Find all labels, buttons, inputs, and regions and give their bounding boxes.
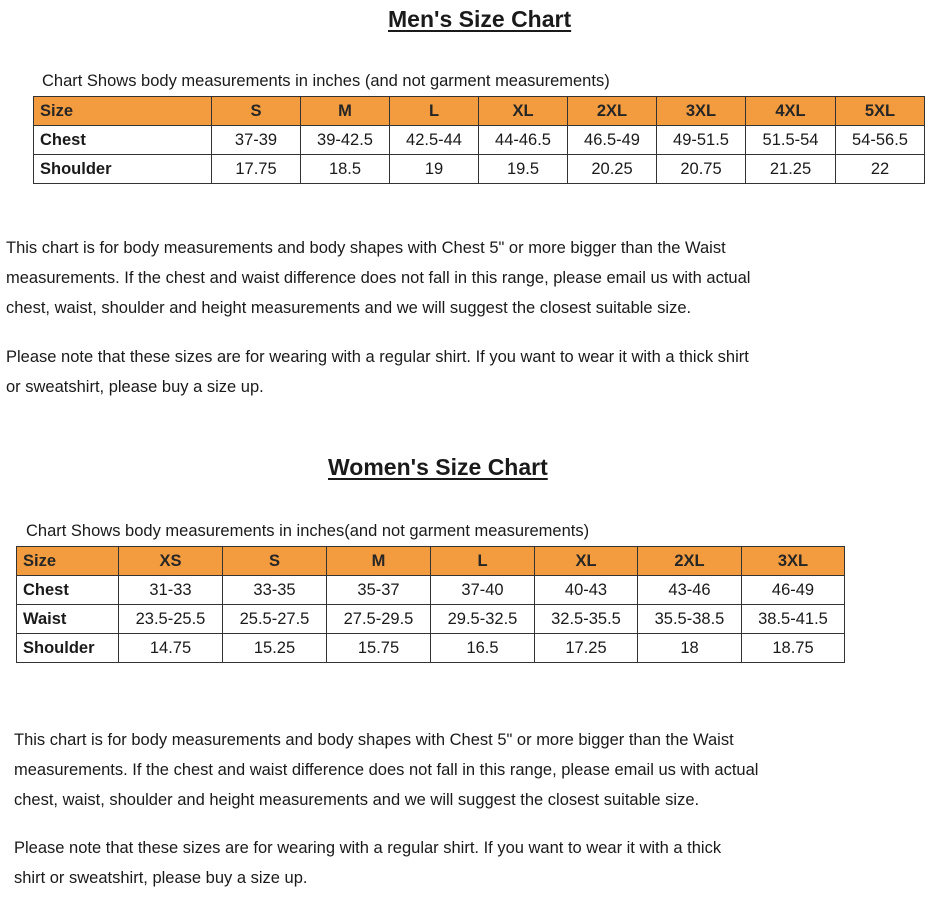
table-cell: 15.25: [223, 634, 327, 663]
header-cell: 5XL: [836, 97, 925, 126]
header-cell: S: [212, 97, 301, 126]
table-cell: 46-49: [742, 576, 845, 605]
header-cell: XL: [479, 97, 568, 126]
table-cell: 21.25: [746, 155, 836, 184]
table-cell: 51.5-54: [746, 126, 836, 155]
row-label: Chest: [17, 576, 119, 605]
womens-size-up-note: [14, 833, 721, 893]
table-cell: 39-42.5: [301, 126, 390, 155]
header-cell: 2XL: [638, 547, 742, 576]
text-line: This chart is for body measurements and body shapes with Chest 5" or more bigger than the Waist: [6, 239, 726, 257]
row-label: Chest: [34, 126, 212, 155]
mens-header-row: [34, 97, 925, 126]
table-cell: 20.25: [568, 155, 657, 184]
table-cell: 19: [390, 155, 479, 184]
table-cell: 37-40: [431, 576, 535, 605]
header-cell: XL: [535, 547, 638, 576]
womens-size-table: [16, 546, 845, 663]
table-cell: 17.75: [212, 155, 301, 184]
womens-body-shape-note: [14, 725, 758, 815]
table-cell: 18.75: [742, 634, 845, 663]
header-cell: L: [431, 547, 535, 576]
text-line: chest, waist, shoulder and height measurements and we will suggest the closest suitable size.: [14, 791, 700, 809]
mens-size-table: [33, 96, 925, 184]
table-row: [17, 634, 845, 663]
womens-chart-caption: Chart Shows body measurements in inches(and not garment measurements): [26, 522, 590, 540]
table-cell: 18: [638, 634, 742, 663]
table-row: [34, 155, 925, 184]
table-cell: 15.75: [327, 634, 431, 663]
table-cell: 22: [836, 155, 925, 184]
table-cell: 23.5-25.5: [119, 605, 223, 634]
table-cell: 29.5-32.5: [431, 605, 535, 634]
mens-size-chart-title: Men's Size Chart: [388, 6, 572, 32]
mens-size-up-note: [6, 342, 749, 402]
womens-size-chart-title: Women's Size Chart: [328, 454, 548, 480]
header-cell: Size: [17, 547, 119, 576]
row-label: Waist: [17, 605, 119, 634]
table-cell: 27.5-29.5: [327, 605, 431, 634]
header-cell: 3XL: [657, 97, 746, 126]
header-cell: 3XL: [742, 547, 845, 576]
table-row: [17, 576, 845, 605]
text-line: or sweatshirt, please buy a size up.: [6, 378, 264, 396]
header-cell: Size: [34, 97, 212, 126]
table-cell: 14.75: [119, 634, 223, 663]
table-cell: 35.5-38.5: [638, 605, 742, 634]
header-cell: M: [327, 547, 431, 576]
table-cell: 42.5-44: [390, 126, 479, 155]
table-cell: 35-37: [327, 576, 431, 605]
table-cell: 17.25: [535, 634, 638, 663]
mens-body-shape-note: [6, 233, 750, 323]
table-cell: 43-46: [638, 576, 742, 605]
text-line: Please note that these sizes are for wearing with a regular shirt. If you want to wear it with a thick shirt: [6, 348, 749, 366]
text-line: chest, waist, shoulder and height measurements and we will suggest the closest suitable size.: [6, 299, 692, 317]
text-line: This chart is for body measurements and body shapes with Chest 5" or more bigger than the Waist: [14, 731, 734, 749]
text-line: shirt or sweatshirt, please buy a size up.: [14, 869, 308, 887]
table-cell: 33-35: [223, 576, 327, 605]
header-cell: L: [390, 97, 479, 126]
table-row: [34, 126, 925, 155]
row-label: Shoulder: [17, 634, 119, 663]
table-cell: 37-39: [212, 126, 301, 155]
row-label: Shoulder: [34, 155, 212, 184]
header-cell: XS: [119, 547, 223, 576]
table-cell: 32.5-35.5: [535, 605, 638, 634]
table-cell: 54-56.5: [836, 126, 925, 155]
table-cell: 16.5: [431, 634, 535, 663]
table-cell: 46.5-49: [568, 126, 657, 155]
table-cell: 38.5-41.5: [742, 605, 845, 634]
table-cell: 44-46.5: [479, 126, 568, 155]
table-row: [17, 605, 845, 634]
header-cell: 2XL: [568, 97, 657, 126]
table-cell: 49-51.5: [657, 126, 746, 155]
table-cell: 20.75: [657, 155, 746, 184]
table-cell: 25.5-27.5: [223, 605, 327, 634]
mens-chart-caption: Chart Shows body measurements in inches (and not garment measurements): [42, 72, 610, 90]
text-line: Please note that these sizes are for wearing with a regular shirt. If you want to wear it with a thick: [14, 839, 722, 857]
table-cell: 31-33: [119, 576, 223, 605]
text-line: measurements. If the chest and waist difference does not fall in this range, please email us with actual: [14, 761, 759, 779]
header-cell: M: [301, 97, 390, 126]
table-cell: 19.5: [479, 155, 568, 184]
table-cell: 18.5: [301, 155, 390, 184]
header-cell: S: [223, 547, 327, 576]
text-line: measurements. If the chest and waist difference does not fall in this range, please email us with actual: [6, 269, 751, 287]
womens-header-row: [17, 547, 845, 576]
header-cell: 4XL: [746, 97, 836, 126]
table-cell: 40-43: [535, 576, 638, 605]
